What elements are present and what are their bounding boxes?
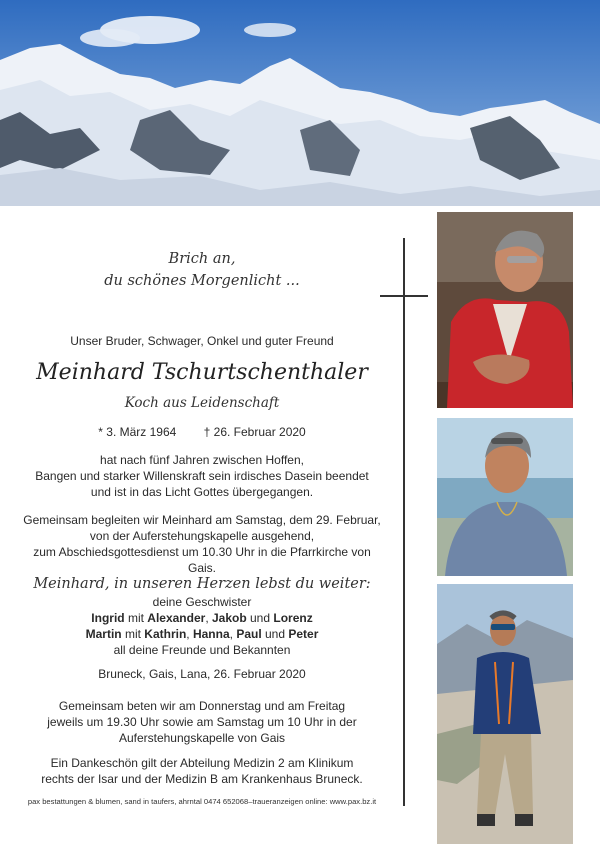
family-member: Kathrin	[144, 627, 187, 641]
portrait-photo-red-jacket	[437, 212, 573, 408]
paragraph-line: Gemeinsam beten wir am Donnerstag und am Freitag	[58, 699, 346, 713]
place-and-date: Bruneck, Gais, Lana, 26. Februar 2020	[98, 667, 306, 681]
footer-imprint: pax bestattungen & blumen, sand in taufers, ahrntal 0474 652068–traueranzeigen online: www.pax.bz.it	[27, 797, 377, 806]
family-member: Jakob	[211, 611, 247, 625]
cross-horizontal-line	[380, 295, 428, 297]
family-list	[20, 594, 384, 658]
prayer-paragraph	[20, 698, 384, 746]
paragraph-line: hat nach fünf Jahren zwischen Hoffen,	[100, 453, 304, 467]
mountain-header-image	[0, 0, 600, 206]
family-member: Paul	[236, 627, 262, 641]
connector-text: und	[261, 627, 289, 641]
paragraph-line: Ein Dankeschön gilt der Abteilung Medizin 2 am Klinikum	[50, 756, 354, 770]
heart-line: Meinhard, in unseren Herzen lebst du weiter:	[33, 576, 371, 592]
motto	[20, 248, 384, 292]
motto-line: du schönes Morgenlicht ...	[104, 273, 300, 289]
family-line: deine Geschwister	[152, 595, 252, 609]
motto-line: Brich an,	[168, 251, 236, 267]
connector-text: ,	[186, 627, 193, 641]
family-member: Hanna	[192, 627, 230, 641]
portrait-photo-seaside	[437, 418, 573, 576]
paragraph-line: und ist in das Licht Gottes übergegangen.	[90, 485, 314, 499]
portrait-photo-hiking	[437, 584, 573, 844]
family-member: Lorenz	[273, 611, 313, 625]
paragraph-line: Bangen und starker Willenskraft sein irdisches Dasein beendet	[35, 469, 369, 483]
paragraph-line: rechts der Isar und der Medizin B am Krankenhaus Bruneck.	[41, 772, 363, 786]
funeral-paragraph	[20, 512, 384, 576]
family-member: Martin	[85, 627, 122, 641]
connector-text: mit	[121, 627, 145, 641]
occupation: Koch aus Leidenschaft	[124, 395, 280, 411]
death-paragraph	[20, 452, 384, 500]
life-dates	[20, 424, 384, 440]
family-member: Ingrid	[91, 611, 125, 625]
cross-vertical-line	[403, 238, 405, 806]
family-line	[20, 610, 384, 626]
paragraph-line: jeweils um 19.30 Uhr sowie am Samstag um 10 Uhr in der	[47, 715, 357, 729]
connector-text: mit	[124, 611, 148, 625]
deceased-name: Meinhard Tschurtschenthaler	[36, 360, 368, 385]
paragraph-line: von der Auferstehungskapelle ausgehend,	[89, 529, 315, 543]
family-line	[20, 626, 384, 642]
connector-text: und	[246, 611, 274, 625]
connector-text: ,	[205, 611, 212, 625]
family-line: all deine Freunde und Bekannten	[113, 643, 291, 657]
family-member: Alexander	[147, 611, 206, 625]
thanks-paragraph	[20, 755, 384, 787]
connector-text: ,	[229, 627, 237, 641]
family-member: Peter	[288, 627, 319, 641]
birth-date: * 3. März 1964	[98, 425, 177, 439]
paragraph-line: Auferstehungskapelle von Gais	[118, 731, 286, 745]
paragraph-line: zum Abschiedsgottesdienst um 10.30 Uhr in die Pfarrkirche von Gais.	[33, 545, 371, 575]
paragraph-line: Gemeinsam begleiten wir Meinhard am Samstag, dem 29. Februar,	[23, 513, 381, 527]
death-date: † 26. Februar 2020	[203, 425, 306, 439]
intro-line: Unser Bruder, Schwager, Onkel und guter Freund	[70, 334, 334, 348]
